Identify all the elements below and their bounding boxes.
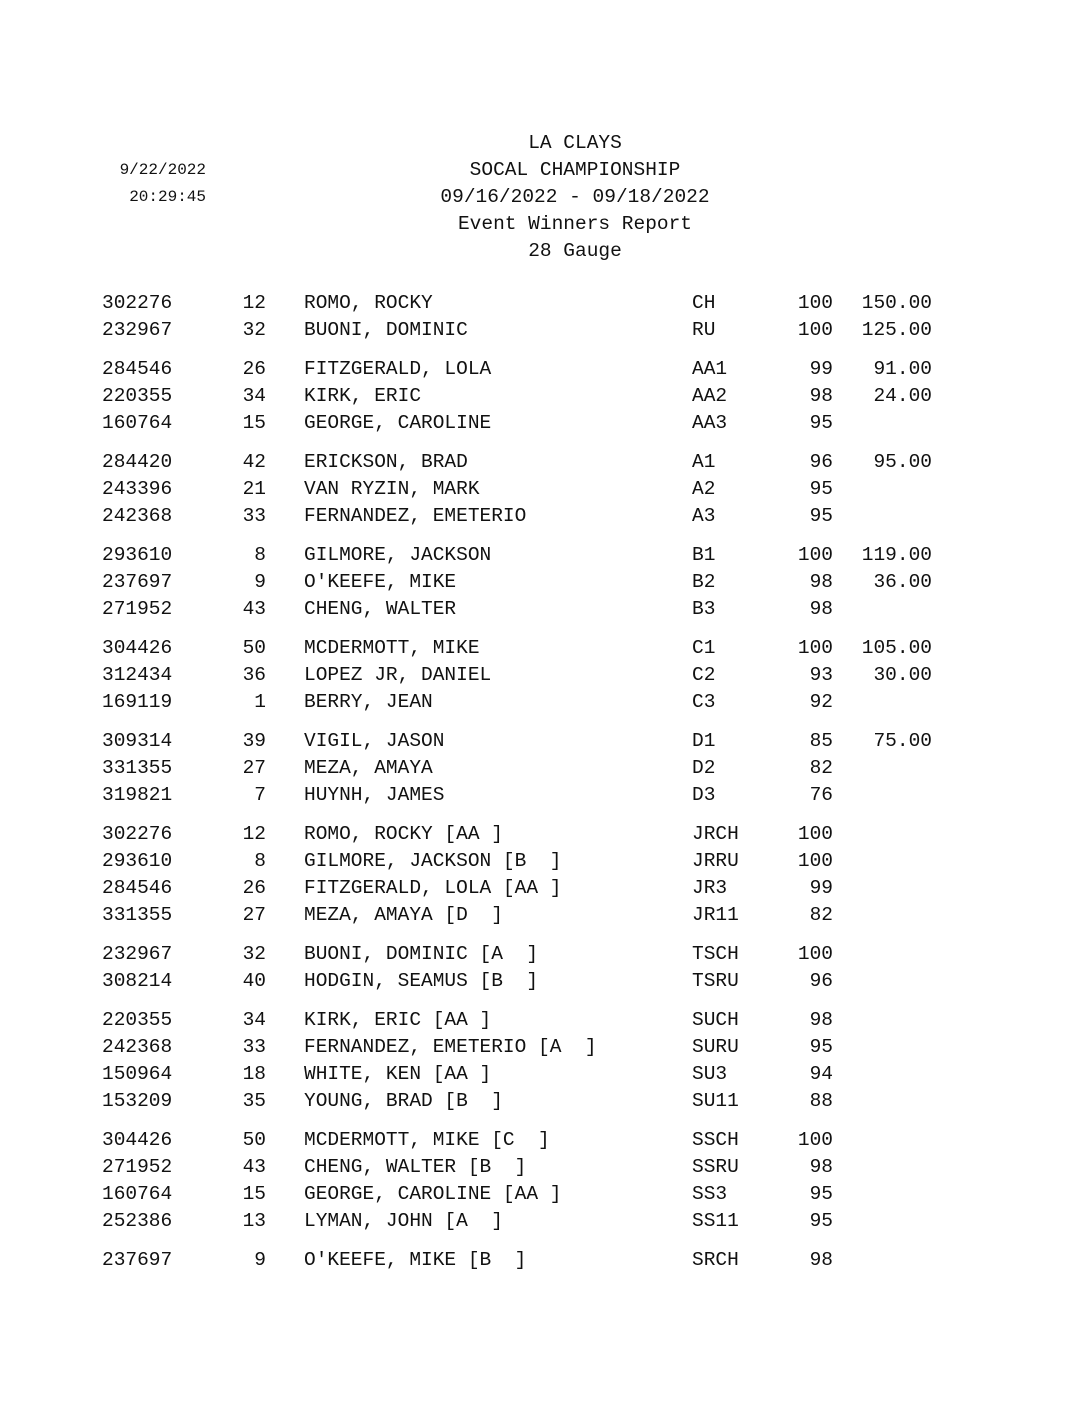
shooter-name: O'KEEFE, MIKE xyxy=(304,571,457,593)
shooter-name: O'KEEFE, MIKE [B ] xyxy=(304,1249,527,1271)
winner-row xyxy=(0,383,1088,410)
award-class: D3 xyxy=(692,784,716,806)
squad-number: 35 xyxy=(242,1090,266,1112)
winner-row xyxy=(0,1208,1088,1235)
award-class: RU xyxy=(692,319,716,341)
squad-number: 21 xyxy=(242,478,266,500)
shooter-id: 220355 xyxy=(102,1009,173,1031)
score: 95 xyxy=(809,1183,833,1205)
squad-number: 42 xyxy=(242,451,266,473)
shooter-id: 308214 xyxy=(102,970,173,992)
squad-number: 8 xyxy=(254,850,266,872)
winner-group xyxy=(0,542,1088,623)
award-class: SRCH xyxy=(692,1249,739,1271)
winner-group xyxy=(0,1007,1088,1115)
payout: 95.00 xyxy=(873,451,932,473)
award-class: JRRU xyxy=(692,850,739,872)
shooter-id: 220355 xyxy=(102,385,173,407)
winner-row xyxy=(0,317,1088,344)
award-class: A2 xyxy=(692,478,716,500)
shooter-id: 160764 xyxy=(102,412,173,434)
squad-number: 12 xyxy=(242,292,266,314)
shooter-name: GILMORE, JACKSON xyxy=(304,544,492,566)
award-class: AA1 xyxy=(692,358,728,380)
winner-row xyxy=(0,1034,1088,1061)
squad-number: 32 xyxy=(242,319,266,341)
shooter-id: 237697 xyxy=(102,1249,173,1271)
shooter-name: MEZA, AMAYA [D ] xyxy=(304,904,503,926)
award-class: C1 xyxy=(692,637,716,659)
squad-number: 43 xyxy=(242,1156,266,1178)
shooter-name: MEZA, AMAYA xyxy=(304,757,433,779)
payout: 75.00 xyxy=(873,730,932,752)
score: 95 xyxy=(809,412,833,434)
shooter-id: 271952 xyxy=(102,1156,173,1178)
winner-row xyxy=(0,569,1088,596)
score: 100 xyxy=(797,292,833,314)
squad-number: 33 xyxy=(242,1036,266,1058)
award-class: SU3 xyxy=(692,1063,728,1085)
squad-number: 40 xyxy=(242,970,266,992)
squad-number: 36 xyxy=(242,664,266,686)
winner-row xyxy=(0,476,1088,503)
shooter-name: GEORGE, CAROLINE xyxy=(304,412,492,434)
winner-group xyxy=(0,1127,1088,1235)
score: 100 xyxy=(797,850,833,872)
score: 92 xyxy=(809,691,833,713)
club-name: LA CLAYS xyxy=(528,132,622,154)
winner-group xyxy=(0,290,1088,344)
award-class: B2 xyxy=(692,571,716,593)
squad-number: 39 xyxy=(242,730,266,752)
winner-row xyxy=(0,902,1088,929)
shooter-name: FITZGERALD, LOLA xyxy=(304,358,492,380)
score: 98 xyxy=(809,571,833,593)
winner-row xyxy=(0,782,1088,809)
shooter-name: CHENG, WALTER xyxy=(304,598,457,620)
payout: 36.00 xyxy=(873,571,932,593)
shooter-id: 319821 xyxy=(102,784,173,806)
payout: 119.00 xyxy=(861,544,932,566)
shooter-name: VIGIL, JASON xyxy=(304,730,445,752)
squad-number: 7 xyxy=(254,784,266,806)
award-class: JR11 xyxy=(692,904,739,926)
shooter-name: HODGIN, SEAMUS [B ] xyxy=(304,970,539,992)
payout: 125.00 xyxy=(861,319,932,341)
squad-number: 12 xyxy=(242,823,266,845)
winner-group xyxy=(0,1247,1088,1274)
winner-row xyxy=(0,728,1088,755)
shooter-name: HUYNH, JAMES xyxy=(304,784,445,806)
score: 96 xyxy=(809,451,833,473)
payout: 91.00 xyxy=(873,358,932,380)
award-class: A3 xyxy=(692,505,716,527)
squad-number: 27 xyxy=(242,904,266,926)
shooter-id: 304426 xyxy=(102,1129,173,1151)
shooter-name: MCDERMOTT, MIKE xyxy=(304,637,480,659)
shooter-id: 243396 xyxy=(102,478,173,500)
shooter-name: VAN RYZIN, MARK xyxy=(304,478,480,500)
score: 95 xyxy=(809,478,833,500)
award-class: SUCH xyxy=(692,1009,739,1031)
report-title: Event Winners Report xyxy=(457,213,693,235)
shooter-id: 252386 xyxy=(102,1210,173,1232)
shooter-id: 331355 xyxy=(102,757,173,779)
squad-number: 43 xyxy=(242,598,266,620)
score: 100 xyxy=(797,544,833,566)
score: 98 xyxy=(809,1156,833,1178)
shooter-id: 293610 xyxy=(102,850,173,872)
squad-number: 18 xyxy=(242,1063,266,1085)
score: 100 xyxy=(797,1129,833,1151)
score: 98 xyxy=(809,598,833,620)
score: 98 xyxy=(809,1249,833,1271)
award-class: A1 xyxy=(692,451,716,473)
winner-row xyxy=(0,1247,1088,1274)
event-dates: 09/16/2022 - 09/18/2022 xyxy=(440,186,710,208)
squad-number: 9 xyxy=(254,1249,266,1271)
winner-row xyxy=(0,503,1088,530)
report-header xyxy=(360,130,790,265)
award-class: B3 xyxy=(692,598,716,620)
score: 95 xyxy=(809,505,833,527)
shooter-name: BUONI, DOMINIC xyxy=(304,319,468,341)
squad-number: 32 xyxy=(242,943,266,965)
award-class: SURU xyxy=(692,1036,739,1058)
score: 82 xyxy=(809,757,833,779)
winner-group xyxy=(0,635,1088,716)
shooter-id: 284420 xyxy=(102,451,173,473)
award-class: JR3 xyxy=(692,877,728,899)
squad-number: 50 xyxy=(242,1129,266,1151)
shooter-id: 331355 xyxy=(102,904,173,926)
score: 96 xyxy=(809,970,833,992)
award-class: AA3 xyxy=(692,412,728,434)
winner-row xyxy=(0,356,1088,383)
squad-number: 34 xyxy=(242,1009,266,1031)
score: 100 xyxy=(797,823,833,845)
winner-row xyxy=(0,875,1088,902)
score: 76 xyxy=(809,784,833,806)
shooter-name: ROMO, ROCKY [AA ] xyxy=(304,823,503,845)
squad-number: 9 xyxy=(254,571,266,593)
shooter-name: ERICKSON, BRAD xyxy=(304,451,468,473)
score: 100 xyxy=(797,943,833,965)
shooter-id: 153209 xyxy=(102,1090,173,1112)
winner-row xyxy=(0,662,1088,689)
score: 100 xyxy=(797,319,833,341)
score: 82 xyxy=(809,904,833,926)
winner-row xyxy=(0,542,1088,569)
score: 100 xyxy=(797,637,833,659)
winner-group xyxy=(0,821,1088,929)
shooter-id: 232967 xyxy=(102,319,173,341)
award-class: SS3 xyxy=(692,1183,728,1205)
award-class: TSCH xyxy=(692,943,739,965)
shooter-id: 160764 xyxy=(102,1183,173,1205)
winner-row xyxy=(0,1007,1088,1034)
squad-number: 8 xyxy=(254,544,266,566)
shooter-name: FERNANDEZ, EMETERIO [A ] xyxy=(304,1036,597,1058)
winner-row xyxy=(0,1154,1088,1181)
winner-group xyxy=(0,356,1088,437)
shooter-name: BERRY, JEAN xyxy=(304,691,433,713)
winner-row xyxy=(0,596,1088,623)
award-class: SSRU xyxy=(692,1156,739,1178)
print-time: 20:29:45 xyxy=(129,188,206,206)
squad-number: 26 xyxy=(242,358,266,380)
winner-row xyxy=(0,821,1088,848)
shooter-name: YOUNG, BRAD [B ] xyxy=(304,1090,503,1112)
winner-row xyxy=(0,755,1088,782)
shooter-name: BUONI, DOMINIC [A ] xyxy=(304,943,539,965)
winner-row xyxy=(0,968,1088,995)
winner-row xyxy=(0,290,1088,317)
shooter-name: WHITE, KEN [AA ] xyxy=(304,1063,492,1085)
winner-row xyxy=(0,635,1088,662)
score: 98 xyxy=(809,385,833,407)
squad-number: 27 xyxy=(242,757,266,779)
shooter-id: 242368 xyxy=(102,505,173,527)
award-class: D1 xyxy=(692,730,716,752)
award-class: SU11 xyxy=(692,1090,739,1112)
payout: 30.00 xyxy=(873,664,932,686)
shooter-name: LOPEZ JR, DANIEL xyxy=(304,664,492,686)
shooter-id: 302276 xyxy=(102,292,173,314)
shooter-name: CHENG, WALTER [B ] xyxy=(304,1156,527,1178)
squad-number: 33 xyxy=(242,505,266,527)
squad-number: 1 xyxy=(254,691,266,713)
print-date: 9/22/2022 xyxy=(119,161,206,179)
winner-group xyxy=(0,941,1088,995)
score: 98 xyxy=(809,1009,833,1031)
score: 88 xyxy=(809,1090,833,1112)
winner-row xyxy=(0,1061,1088,1088)
score: 95 xyxy=(809,1036,833,1058)
shooter-name: LYMAN, JOHN [A ] xyxy=(304,1210,503,1232)
score: 99 xyxy=(809,358,833,380)
award-class: C3 xyxy=(692,691,716,713)
winner-row xyxy=(0,941,1088,968)
shooter-name: FERNANDEZ, EMETERIO xyxy=(304,505,527,527)
winner-row xyxy=(0,449,1088,476)
winner-group xyxy=(0,449,1088,530)
shooter-id: 232967 xyxy=(102,943,173,965)
winner-row xyxy=(0,1088,1088,1115)
score: 93 xyxy=(809,664,833,686)
shooter-name: GILMORE, JACKSON [B ] xyxy=(304,850,562,872)
squad-number: 34 xyxy=(242,385,266,407)
shooter-id: 150964 xyxy=(102,1063,173,1085)
shooter-id: 309314 xyxy=(102,730,173,752)
shooter-name: GEORGE, CAROLINE [AA ] xyxy=(304,1183,562,1205)
score: 99 xyxy=(809,877,833,899)
award-class: JRCH xyxy=(692,823,739,845)
payout: 24.00 xyxy=(873,385,932,407)
score: 85 xyxy=(809,730,833,752)
payout: 150.00 xyxy=(861,292,932,314)
shooter-name: ROMO, ROCKY xyxy=(304,292,433,314)
shooter-id: 271952 xyxy=(102,598,173,620)
winners-list xyxy=(0,290,1088,1286)
squad-number: 13 xyxy=(242,1210,266,1232)
shooter-name: KIRK, ERIC [AA ] xyxy=(304,1009,492,1031)
event-name: SOCAL CHAMPIONSHIP xyxy=(469,159,681,181)
shooter-name: MCDERMOTT, MIKE [C ] xyxy=(304,1129,550,1151)
shooter-id: 284546 xyxy=(102,877,173,899)
shooter-id: 237697 xyxy=(102,571,173,593)
winner-row xyxy=(0,1127,1088,1154)
shooter-id: 302276 xyxy=(102,823,173,845)
shooter-id: 242368 xyxy=(102,1036,173,1058)
shooter-name: FITZGERALD, LOLA [AA ] xyxy=(304,877,562,899)
gauge-label: 28 Gauge xyxy=(528,240,622,262)
score: 94 xyxy=(809,1063,833,1085)
payout: 105.00 xyxy=(861,637,932,659)
shooter-id: 312434 xyxy=(102,664,173,686)
squad-number: 50 xyxy=(242,637,266,659)
squad-number: 15 xyxy=(242,1183,266,1205)
winner-row xyxy=(0,1181,1088,1208)
winner-group xyxy=(0,728,1088,809)
award-class: SS11 xyxy=(692,1210,739,1232)
award-class: TSRU xyxy=(692,970,739,992)
award-class: AA2 xyxy=(692,385,728,407)
award-class: CH xyxy=(692,292,716,314)
award-class: D2 xyxy=(692,757,716,779)
score: 95 xyxy=(809,1210,833,1232)
award-class: C2 xyxy=(692,664,716,686)
award-class: B1 xyxy=(692,544,716,566)
award-class: SSCH xyxy=(692,1129,739,1151)
shooter-id: 304426 xyxy=(102,637,173,659)
squad-number: 15 xyxy=(242,412,266,434)
shooter-id: 284546 xyxy=(102,358,173,380)
winner-row xyxy=(0,689,1088,716)
shooter-id: 169119 xyxy=(102,691,173,713)
winner-row xyxy=(0,848,1088,875)
shooter-id: 293610 xyxy=(102,544,173,566)
squad-number: 26 xyxy=(242,877,266,899)
shooter-name: KIRK, ERIC xyxy=(304,385,422,407)
winner-row xyxy=(0,410,1088,437)
